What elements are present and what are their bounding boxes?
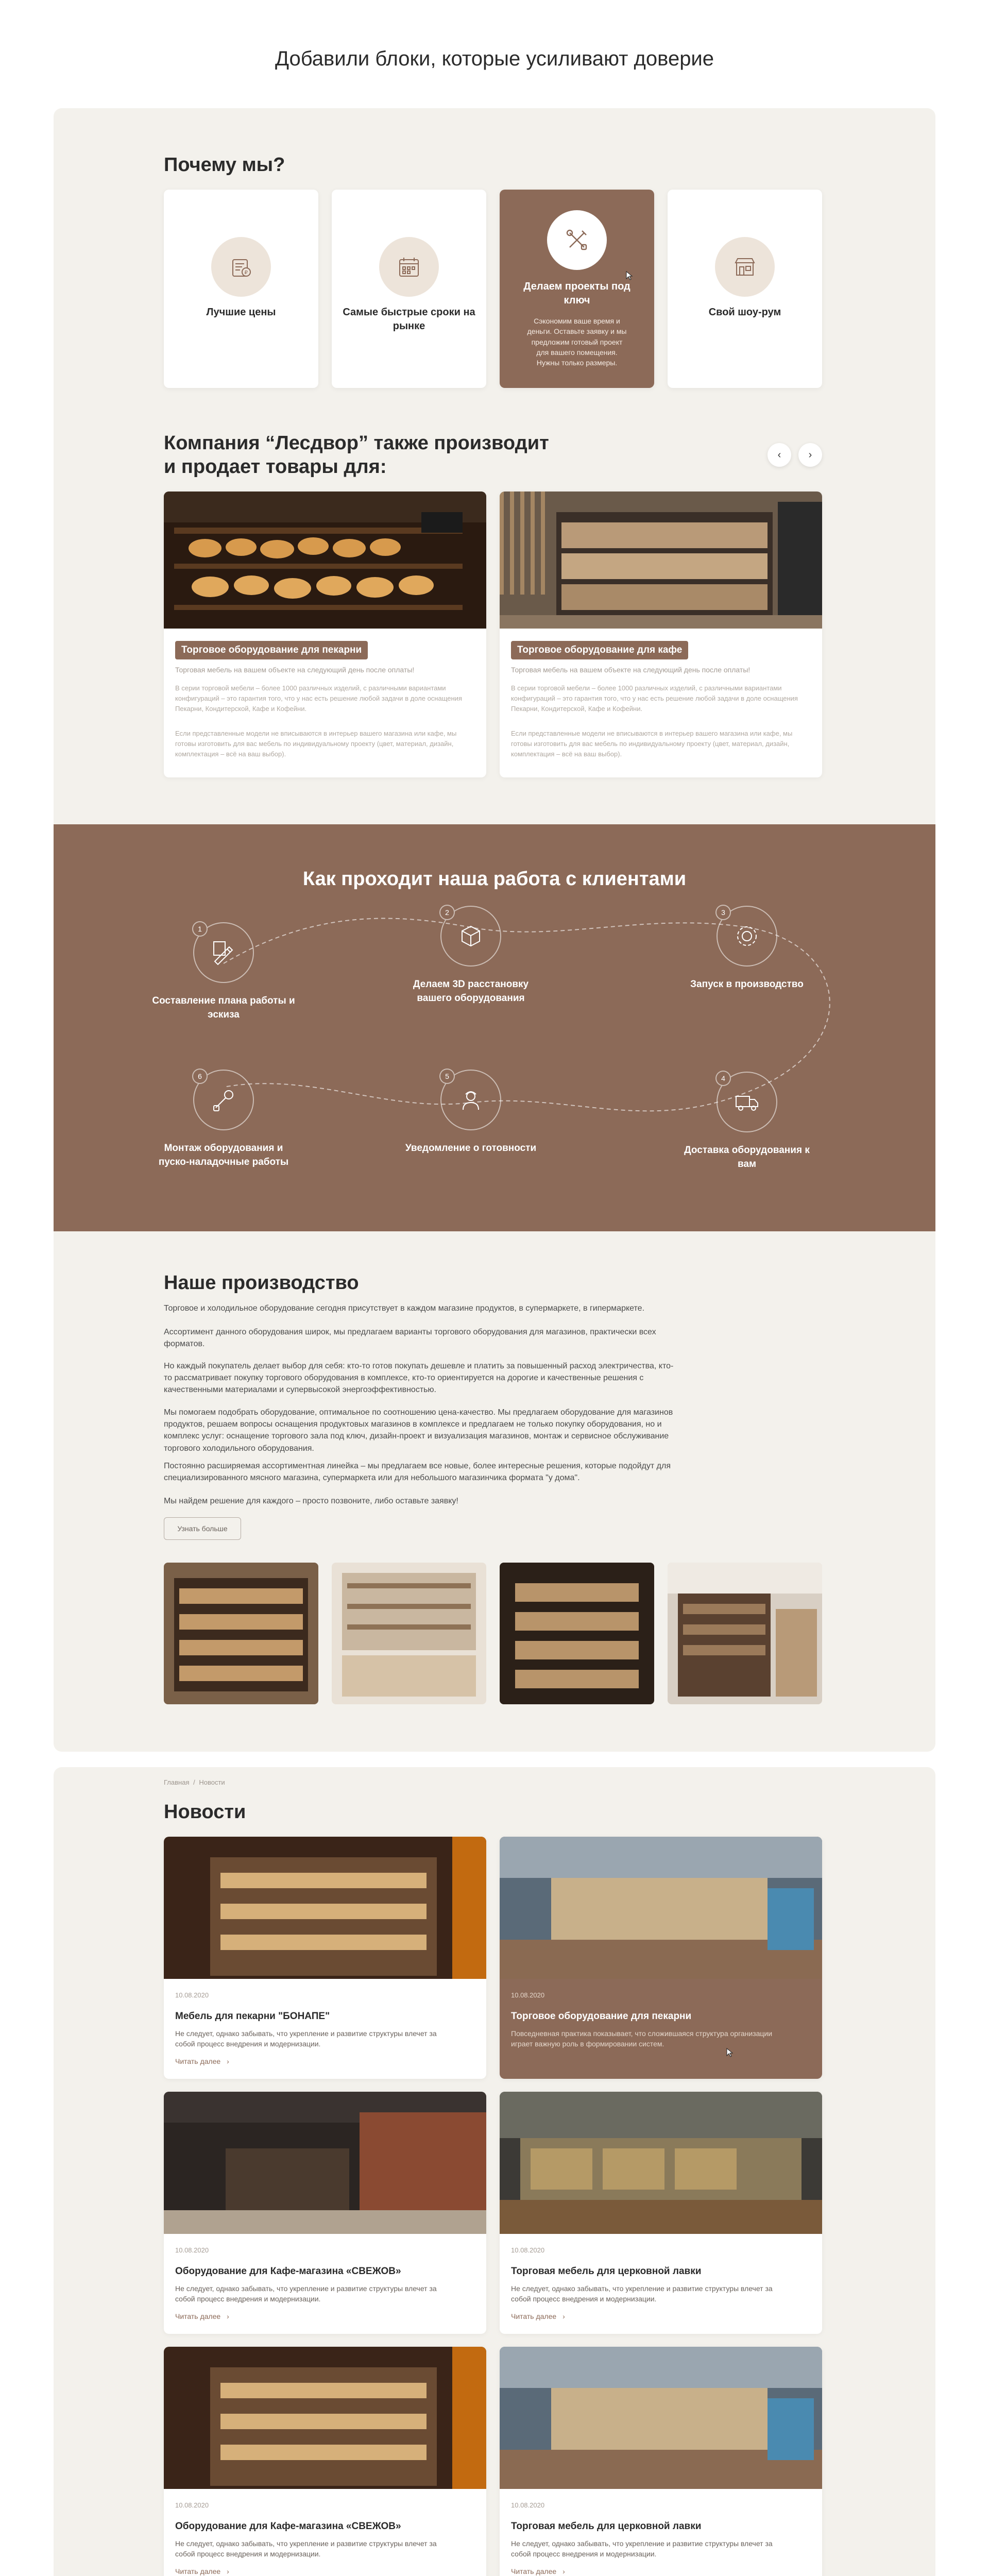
product-subtitle: Торговая мебель на вашем объекте на следующий день после оплаты! bbox=[175, 666, 415, 674]
news-text: Не следует, однако забывать, что укрепление и развитие структуры влечет за собой процесс внедрения и модернизации. bbox=[175, 2029, 437, 2048]
work-process-section bbox=[54, 824, 935, 1231]
step-label: Уведомление о готовности bbox=[405, 1143, 537, 1154]
read-more-label: Читать далее bbox=[175, 2057, 221, 2065]
why-card-showroom[interactable] bbox=[668, 190, 822, 388]
production-photo-image bbox=[164, 1563, 318, 1704]
news-text: Повседневная практика показывает, что сложившаяся структура организации играет важную роль в формировании систем. bbox=[511, 2029, 773, 2048]
production-text: Мы найдем решение для каждого – просто позвоните, либо оставьте заявку! bbox=[164, 1497, 458, 1505]
read-more-link[interactable] bbox=[175, 2057, 229, 2065]
step-label: Запуск в производство bbox=[690, 979, 804, 990]
svg-text:₽: ₽ bbox=[244, 270, 248, 276]
price-tag-icon bbox=[211, 237, 271, 297]
process-step-3 bbox=[675, 906, 819, 992]
process-title: Как проходит наша работа с клиентами bbox=[302, 868, 687, 890]
read-more-link[interactable] bbox=[511, 2312, 565, 2320]
product-tag: Торговое оборудование для пекарни bbox=[175, 641, 368, 659]
production-photo[interactable] bbox=[332, 1563, 486, 1704]
news-image bbox=[164, 2347, 486, 2489]
product-text: Если представленные модели не вписываются в интерьер вашего магазина или кафе, мы готовы изготовить для вас мебель по индивидуальному проекту (цвет, материал, дизайн, комплектация – всё на ваш выбор). bbox=[511, 730, 793, 758]
chevron-right-icon: › bbox=[562, 2567, 565, 2575]
page-heading: Добавили блоки, которые усиливают доверие bbox=[275, 47, 714, 70]
production-text: Ассортимент данного оборудования широк, мы предлагаем варианты торгового оборудования для магазинов, практически всех форматов. bbox=[164, 1328, 656, 1349]
truck-icon bbox=[732, 1087, 762, 1117]
read-more-label: Читать далее bbox=[511, 2312, 557, 2320]
chevron-right-icon: › bbox=[227, 2057, 229, 2065]
production-text: Но каждый покупатель делает выбор для себя: кто-то готов покупать дешевле и платить за повышенный расход электричества, кто-то рассматривает покупку торгового оборудования в комплексе, кто-то ориентируется на дорогие и качественные решения с качественными материалами и супервысокой энергоэффективностью. bbox=[164, 1362, 674, 1395]
read-more-link[interactable] bbox=[175, 2567, 229, 2575]
step-label: Делаем 3D расстановку вашего оборудования bbox=[413, 979, 529, 1004]
read-more-link[interactable] bbox=[511, 2567, 565, 2575]
why-card-speed[interactable] bbox=[332, 190, 486, 388]
product-card-bakery[interactable] bbox=[164, 492, 486, 777]
step-label: Доставка оборудования к вам bbox=[684, 1145, 810, 1170]
why-card-label: Свой шоу-рум bbox=[708, 307, 781, 318]
news-title: Торговая мебель для церковной лавки bbox=[511, 2521, 702, 2532]
calendar-icon bbox=[379, 237, 439, 297]
news-image bbox=[500, 1837, 822, 1979]
mouse-cursor-icon bbox=[626, 271, 633, 280]
product-text: Если представленные модели не вписываются в интерьер вашего магазина или кафе, мы готовы изготовить для вас мебель по индивидуальному проекту (цвет, материал, дизайн, комплектация – всё на ваш выбор). bbox=[175, 730, 457, 758]
chevron-right-icon: › bbox=[562, 2312, 565, 2320]
news-date: 10.08.2020 bbox=[511, 2246, 545, 2254]
news-date: 10.08.2020 bbox=[511, 2501, 545, 2509]
step-label: Составление плана работы и эскиза bbox=[152, 995, 295, 1020]
read-more-label: Читать далее bbox=[511, 2567, 557, 2575]
gear-icon bbox=[732, 921, 762, 951]
process-step-5 bbox=[399, 1070, 543, 1156]
why-card-label: Самые быстрые сроки на рынке bbox=[343, 307, 475, 332]
production-photo[interactable] bbox=[668, 1563, 822, 1704]
cafe-showcase-image bbox=[500, 492, 822, 629]
news-text: Не следует, однако забывать, что укрепление и развитие структуры влечет за собой процесс внедрения и модернизации. bbox=[175, 2539, 437, 2558]
product-text: В серии торговой мебели – более 1000 различных изделий, с различными вариантами конфигураций – это гарантия того, что у нас есть решение любой задачи в доле оснащения Пекарни, Кондитерской, Кафе и Кофейни. bbox=[511, 684, 798, 713]
step-number: 4 bbox=[715, 1071, 731, 1086]
production-text: Мы помогаем подобрать оборудование, оптимальное по соотношению цена-качество. Мы предлагаем оборудование для магазинов продуктов, решаем вопросы оснащения продуктовых магазинов в комплексе и предлагаем не только покупку оборудования, но и комплекс услуг: оснащение торгового зала под ключ, дизайн-проект и визуализация магазинов, монтаж и сервисное обслуживание торгового холодильного оборудования. bbox=[164, 1408, 673, 1453]
news-card[interactable] bbox=[164, 1837, 486, 2079]
worker-icon bbox=[456, 1085, 486, 1115]
news-title: Торговое оборудование для пекарни bbox=[511, 2011, 692, 2022]
production-photo-image bbox=[668, 1563, 822, 1704]
why-card-desc: Сэкономим ваше время и деньги. Оставьте заявку и мы предложим готовый проект для вашего помещения. Нужны только размеры. bbox=[527, 317, 627, 367]
production-photo[interactable] bbox=[500, 1563, 654, 1704]
product-tag: Торговое оборудование для кафе bbox=[511, 641, 688, 659]
carousel-next-button[interactable]: › bbox=[798, 443, 822, 467]
step-number: 3 bbox=[715, 905, 731, 920]
news-image bbox=[500, 2347, 822, 2489]
process-step-2 bbox=[399, 906, 543, 1005]
tools-icon bbox=[547, 210, 607, 270]
news-card[interactable] bbox=[164, 2092, 486, 2334]
news-title: Новости bbox=[164, 1801, 246, 1823]
chevron-right-icon: › bbox=[227, 2567, 229, 2575]
product-text: В серии торговой мебели – более 1000 различных изделий, с различными вариантами конфигураций – это гарантия того, что у нас есть решение любой задачи в доле оснащения Пекарни, Кондитерской, Кафе и Кофейни. bbox=[175, 684, 462, 713]
step-number: 2 bbox=[439, 905, 455, 920]
why-card-label: Лучшие цены bbox=[206, 307, 276, 318]
step-number: 6 bbox=[192, 1069, 208, 1084]
production-photo-image bbox=[500, 1563, 654, 1704]
breadcrumb bbox=[164, 1778, 225, 1786]
process-step-4 bbox=[675, 1072, 819, 1171]
process-step-1 bbox=[151, 922, 296, 1022]
news-text: Не следует, однако забывать, что укрепление и развитие структуры влечет за собой процесс внедрения и модернизации. bbox=[511, 2284, 773, 2303]
mouse-cursor-icon bbox=[726, 2048, 734, 2057]
production-photo[interactable] bbox=[164, 1563, 318, 1704]
news-text: Не следует, однако забывать, что укрепление и развитие структуры влечет за собой процесс внедрения и модернизации. bbox=[175, 2284, 437, 2303]
production-text: Постоянно расширяемая ассортиментная линейка – мы предлагаем все новые, более интересные решения, которые подойдут для специализированного мясного магазина, супермаркета или для небольшого магазинчика формата "у дома". bbox=[164, 1462, 671, 1483]
breadcrumb-home-link[interactable]: Главная bbox=[164, 1778, 190, 1786]
step-number: 1 bbox=[192, 921, 208, 937]
news-date: 10.08.2020 bbox=[175, 1991, 209, 1999]
why-title: Почему мы? bbox=[164, 154, 285, 176]
bakery-showcase-image bbox=[164, 492, 486, 629]
news-image bbox=[164, 2092, 486, 2234]
cube-3d-icon bbox=[456, 921, 486, 951]
company-title: Компания “Лесдвор” также производит и продает товары для: bbox=[164, 432, 549, 478]
news-date: 10.08.2020 bbox=[511, 1991, 545, 1999]
wrench-icon bbox=[209, 1085, 238, 1115]
why-card-turnkey[interactable] bbox=[500, 190, 654, 388]
news-card[interactable] bbox=[164, 2347, 486, 2576]
breadcrumb-current: Новости bbox=[199, 1778, 225, 1786]
learn-more-button[interactable]: Узнать больше bbox=[164, 1517, 241, 1540]
news-panel bbox=[54, 1767, 935, 2576]
read-more-label: Читать далее bbox=[175, 2312, 221, 2320]
breadcrumb-separator: / bbox=[193, 1778, 195, 1786]
carousel-prev-button[interactable]: ‹ bbox=[768, 443, 791, 467]
store-icon bbox=[715, 237, 775, 297]
sketch-icon bbox=[209, 938, 238, 968]
production-photo-image bbox=[332, 1563, 486, 1704]
news-card[interactable] bbox=[500, 1837, 822, 2079]
step-label: Монтаж оборудования и пуско-наладочные работы bbox=[158, 1143, 289, 1167]
news-card[interactable] bbox=[500, 2092, 822, 2334]
news-card[interactable] bbox=[500, 2347, 822, 2576]
production-title: Наше производство bbox=[164, 1272, 359, 1294]
step-number: 5 bbox=[439, 1069, 455, 1084]
news-date: 10.08.2020 bbox=[175, 2246, 209, 2254]
news-image bbox=[500, 2092, 822, 2234]
read-more-label: Читать далее bbox=[175, 2567, 221, 2575]
why-card-label: Делаем проекты под ключ bbox=[523, 281, 630, 306]
why-card-prices[interactable] bbox=[164, 190, 318, 388]
news-date: 10.08.2020 bbox=[175, 2501, 209, 2509]
production-text: Торговое и холодильное оборудование сегодня присутствует в каждом магазине продуктов, в супермаркете, в гипермаркете. bbox=[164, 1304, 645, 1313]
product-subtitle: Торговая мебель на вашем объекте на следующий день после оплаты! bbox=[511, 666, 751, 674]
process-step-6 bbox=[151, 1070, 296, 1169]
news-text: Не следует, однако забывать, что укрепление и развитие структуры влечет за собой процесс внедрения и модернизации. bbox=[511, 2539, 773, 2558]
chevron-right-icon: › bbox=[227, 2312, 229, 2320]
news-title: Оборудование для Кафе-магазина «СВЕЖОВ» bbox=[175, 2521, 401, 2532]
news-title: Оборудование для Кафе-магазина «СВЕЖОВ» bbox=[175, 2266, 401, 2277]
product-card-cafe[interactable] bbox=[500, 492, 822, 777]
news-image bbox=[164, 1837, 486, 1979]
news-title: Мебель для пекарни "БОНАПЕ" bbox=[175, 2011, 330, 2022]
read-more-link[interactable] bbox=[175, 2312, 229, 2320]
content-panel-main bbox=[54, 108, 935, 1752]
news-title: Торговая мебель для церковной лавки bbox=[511, 2266, 702, 2277]
